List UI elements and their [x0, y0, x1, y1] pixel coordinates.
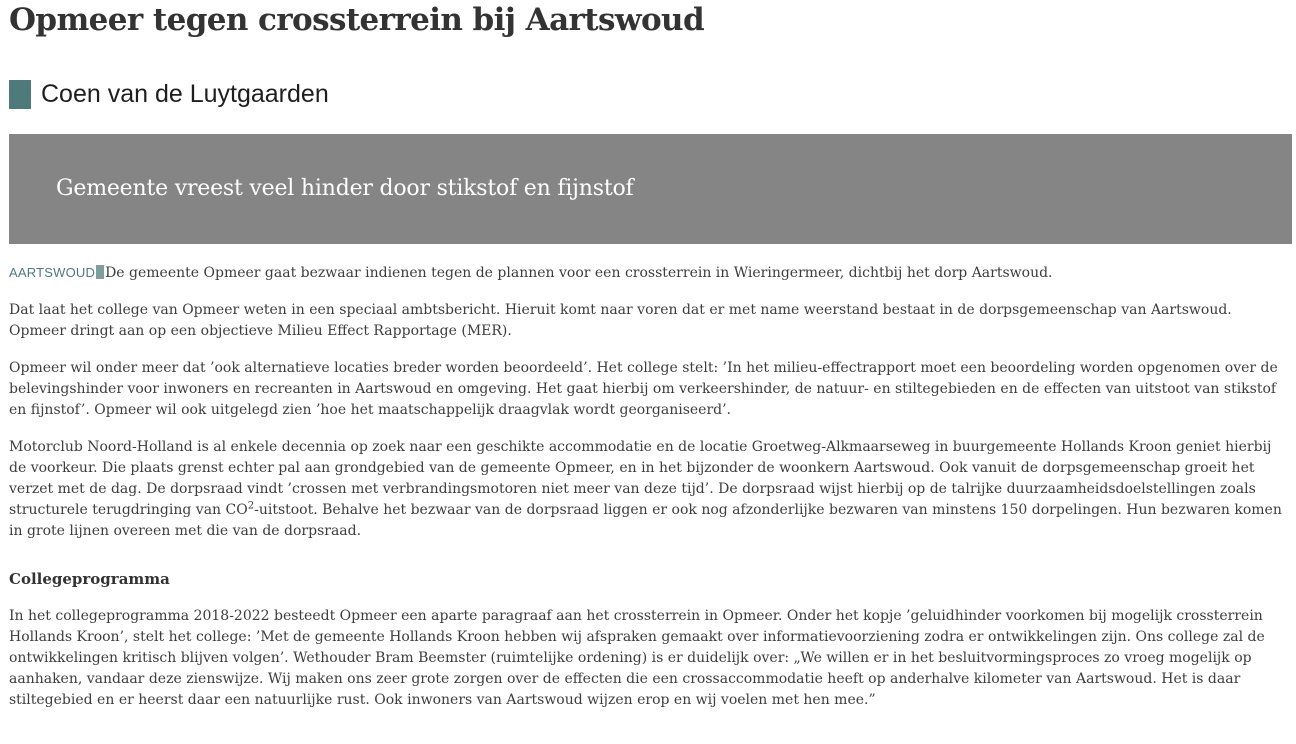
article-body	[9, 262, 1291, 727]
author-byline	[9, 79, 329, 109]
subheadline: Gemeente vreest veel hinder door stikstof en fijnstof	[56, 176, 634, 201]
paragraph-5: In het collegeprogramma 2018-2022 besteedt Opmeer een aparte paragraaf aan het crossterrein in Opmeer. Onder het kopje ’geluidhinder voorkomen bij mogelijk crossterrein Hollands Kroon’, stelt het college: ’Met de gemeente Hollands Kroon hebben wij afspraken gemaakt over informatievoorziening zodra er ontwikkelingen zijn. Ons college zal de ontwikkelingen kritisch blijven volgen’. Wethouder Bram Beemster (ruimtelijke ordening) is er duidelijk over: „We willen er in het besluitvormingsproces zo vroeg mogelijk op aanhaken, vandaar deze zienswijze. Wij maken ons zeer grote zorgen over de effecten die een crossaccommodatie heeft op anderhalve kilometer van Aartswoud. Het is daar stiltegebied en er heerst daar een natuurlijke rust. Ook inwoners van Aartswoud wijzen erop en wij voelen met hen mee.”	[9, 608, 1265, 708]
lead-paragraph	[9, 262, 1291, 284]
co2-subscript: 2	[247, 500, 255, 512]
dateline: AARTSWOUD	[9, 265, 96, 280]
paragraph-3: Opmeer wil onder meer dat ’ook alternatieve locaties breder worden beoordeeld’. Het college stelt: ’In het milieu-effectrapport moet een beoordeling worden opgenomen over de belevingshinder voor inwoners en recreanten in Aartswoud en omgeving. Het gaat hierbij om verkeershinder, de natuur- en stiltegebieden en de effecten van uitstoot van stikstof en fijnstof’. Opmeer wil ook uitgelegd zien ’hoe het maatschappelijk draagvlak wordt georganiseerd’.	[9, 360, 1278, 418]
dateline-marker-icon	[96, 265, 104, 279]
paragraph-4	[9, 437, 1291, 542]
lead-text: De gemeente Opmeer gaat bezwaar indienen tegen de plannen voor een crossterrein in Wieringermeer, dichtbij het dorp Aartswoud.	[105, 265, 1053, 281]
paragraph-2: Dat laat het college van Opmeer weten in een speciaal ambtsbericht. Hieruit komt naar voren dat er met name weerstand bestaat in de dorpsgemeenschap van Aartswoud. Opmeer dringt aan op een objectieve Milieu Effect Rapportage (MER).	[9, 302, 1232, 339]
section-heading: Collegeprogramma	[9, 570, 170, 588]
author-name[interactable]: Coen van de Luytgaarden	[41, 79, 329, 108]
article-headline: Opmeer tegen crossterrein bij Aartswoud	[9, 2, 705, 38]
author-square-icon	[9, 80, 31, 109]
subheadline-banner	[9, 134, 1292, 244]
paragraph-4-text: Motorclub Noord-Holland is al enkele decennia op zoek naar een geschikte accommodatie en de locatie Groetweg-Alkmaarseweg in buurgemeente Hollands Kroon geniet hierbij de voorkeur. Die plaats grenst echter pal aan grondgebied van de gemeente Opmeer, en in het bijzonder de woonkern Aartswoud. Ook vanuit de dorpsgemeenschap groeit het verzet met de dag. De dorpsraad vindt ’crossen met verbrandingsmotoren niet meer van deze tijd’. De dorpsraad wijst hierbij op de talrijke duurzaamheidsdoelstellingen zoals structurele terugdringing van CO	[9, 439, 1272, 518]
paragraph-4-continuation: -uitstoot. Behalve het bezwaar van de dorpsraad liggen er ook nog afzonderlijke bezwaren van minstens 150 dorpelingen. Hun bezwaren komen in grote lijnen overeen met die van de dorpsraad.	[9, 502, 1282, 539]
